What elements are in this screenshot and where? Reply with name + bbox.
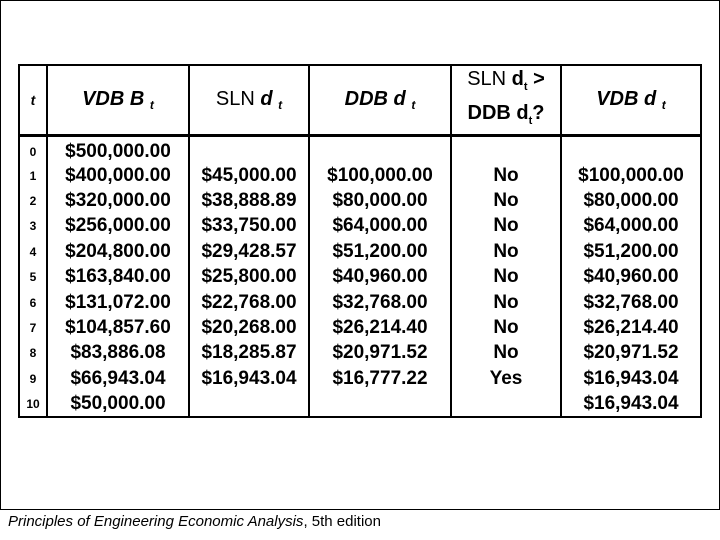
cell-t: 3 xyxy=(19,214,47,239)
cell-vdb-d: $64,000.00 xyxy=(583,215,679,237)
cell-vdb-b: $131,072.00 xyxy=(47,290,189,315)
cell-t: 0 xyxy=(19,136,47,164)
header-sln-d: SLN d $_t$ xyxy=(189,65,309,136)
cell-ddb-d: $40,960.00 xyxy=(309,265,451,290)
cell-vdb-d: $20,971.52 xyxy=(583,342,679,364)
cell-sln-gt-ddb: No xyxy=(451,290,561,315)
footer-citation xyxy=(8,513,381,530)
cell-t: 2 xyxy=(19,188,47,213)
cell-t: 10 xyxy=(19,392,47,417)
cell-sln-gt-ddb: No xyxy=(451,163,561,188)
cell-sln-d: $18,285.87 xyxy=(189,341,309,366)
table-row xyxy=(19,188,701,213)
cell-sln-gt-ddb: No xyxy=(451,341,561,366)
header-t: t xyxy=(19,65,47,136)
table-row xyxy=(19,341,701,366)
cell-vdb-b: $163,840.00 xyxy=(47,265,189,290)
table-row xyxy=(19,366,701,391)
cell-sln-gt-ddb: No xyxy=(451,214,561,239)
cell-sln-gt-ddb: No xyxy=(451,188,561,213)
cell-vdb-d: $51,200.00 xyxy=(583,240,679,262)
cell-ddb-d: $80,000.00 xyxy=(309,188,451,213)
cell-t: 6 xyxy=(19,290,47,315)
cell-sln-gt-ddb: No xyxy=(451,265,561,290)
cell-vdb-b: $50,000.00 xyxy=(47,392,189,417)
cell-sln-d: $20,268.00 xyxy=(189,315,309,340)
table-row xyxy=(19,265,701,290)
cell-vdb-b: $400,000.00 xyxy=(47,163,189,188)
cell-sln-gt-ddb xyxy=(451,136,561,164)
header-vdb-b: VDB B $_t$ xyxy=(47,65,189,136)
book-edition: , 5th edition xyxy=(303,513,381,530)
cell-vdb-b: $104,857.60 xyxy=(47,315,189,340)
header-row xyxy=(19,65,701,136)
vdb-depreciation-table xyxy=(18,64,702,418)
book-title: Principles of Engineering Economic Analysis xyxy=(8,513,304,530)
cell-t: 5 xyxy=(19,265,47,290)
cell-t: 9 xyxy=(19,366,47,391)
header-ddb-d: DDB d $_t$ xyxy=(309,65,451,136)
cell-sln-d: $38,888.89 xyxy=(189,188,309,213)
table-row xyxy=(19,214,701,239)
cell-sln-d: $22,768.00 xyxy=(189,290,309,315)
cell-vdb-b: $500,000.00 xyxy=(47,136,189,164)
cell-vdb-b: $66,943.04 xyxy=(47,366,189,391)
table-row xyxy=(19,290,701,315)
cell-sln-d: $16,943.04 xyxy=(189,366,309,391)
cell-vdb-b: $83,886.08 xyxy=(47,341,189,366)
table-row xyxy=(19,239,701,264)
cell-t: 7 xyxy=(19,315,47,340)
cell-ddb-d: $100,000.00 xyxy=(309,163,451,188)
cell-vdb-b: $256,000.00 xyxy=(47,214,189,239)
cell-ddb-d: $64,000.00 xyxy=(309,214,451,239)
cell-vdb-d xyxy=(561,136,701,164)
cell-vdb-d: $80,000.00 xyxy=(583,190,679,212)
cell-ddb-d xyxy=(309,392,451,417)
cell-t: 4 xyxy=(19,239,47,264)
cell-sln-d xyxy=(189,136,309,164)
cell-vdb-d: $40,960.00 xyxy=(583,266,679,288)
cell-sln-d xyxy=(189,392,309,417)
cell-ddb-d: $32,768.00 xyxy=(309,290,451,315)
cell-sln-gt-ddb: No xyxy=(451,315,561,340)
cell-ddb-d: $51,200.00 xyxy=(309,239,451,264)
cell-sln-gt-ddb xyxy=(451,392,561,417)
cell-ddb-d xyxy=(309,136,451,164)
cell-vdb-d: $32,768.00 xyxy=(583,291,679,313)
cell-t: 8 xyxy=(19,341,47,366)
cell-sln-d: $29,428.57 xyxy=(189,239,309,264)
table-row xyxy=(19,392,701,417)
cell-vdb-d: $26,214.40 xyxy=(583,317,679,339)
cell-vdb-d: $100,000.00 xyxy=(578,164,684,186)
cell-sln-d: $45,000.00 xyxy=(189,163,309,188)
footer-divider xyxy=(0,509,720,510)
cell-vdb-d: $16,943.04 xyxy=(583,367,679,389)
table-row xyxy=(19,163,701,188)
cell-sln-d: $33,750.00 xyxy=(189,214,309,239)
cell-ddb-d: $26,214.40 xyxy=(309,315,451,340)
cell-sln-d: $25,800.00 xyxy=(189,265,309,290)
cell-ddb-d: $20,971.52 xyxy=(309,341,451,366)
cell-vdb-b: $204,800.00 xyxy=(47,239,189,264)
table-row xyxy=(19,315,701,340)
header-sln-gt-ddb: SLN $d_t$ > DDB $d_t$? xyxy=(451,65,561,136)
cell-sln-gt-ddb: Yes xyxy=(451,366,561,391)
cell-vdb-d: $16,943.04 xyxy=(583,392,679,414)
table-row xyxy=(19,136,701,164)
cell-sln-gt-ddb: No xyxy=(451,239,561,264)
cell-t: 1 xyxy=(19,163,47,188)
header-vdb-d: VDB d $_t$ xyxy=(561,65,701,136)
cell-ddb-d: $16,777.22 xyxy=(309,366,451,391)
cell-vdb-b: $320,000.00 xyxy=(47,188,189,213)
